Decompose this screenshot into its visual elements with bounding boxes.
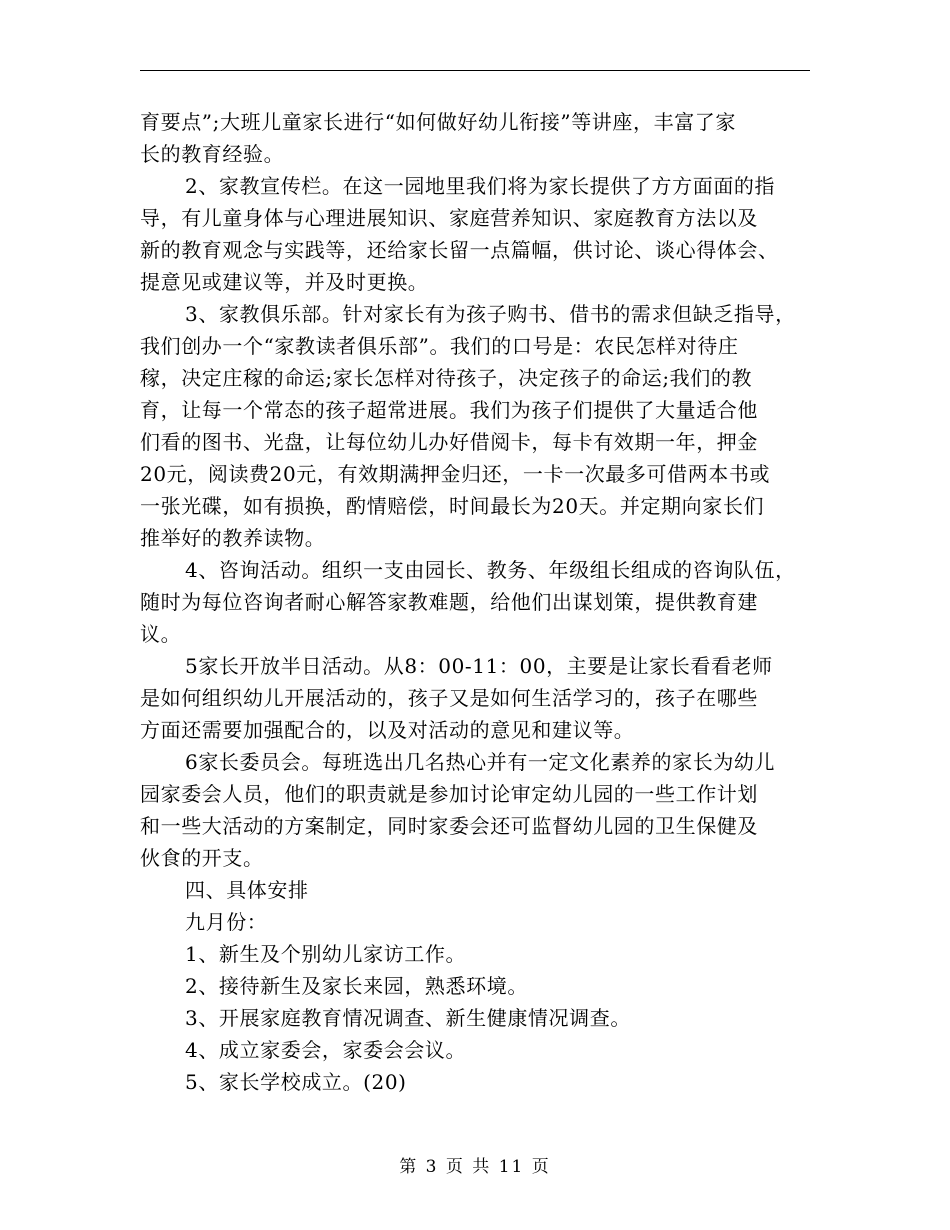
text-line: 我们创办一个“家教读者俱乐部”。我们的口号是：农民怎样对待庄 [140,334,739,358]
header-rule [140,70,810,71]
text-line: 6家长委员会。每班选出几名热心并有一定文化素养的家长为幼儿 [185,750,776,774]
text-line: 提意见或建议等，并及时更换。 [140,270,429,294]
text-line: 四、具体安排 [185,878,309,902]
text-line: 育，让每一个常态的孩子超常进展。我们为孩子们提供了大量适合他 [140,398,758,422]
text-line: 5、家长学校成立。(20) [185,1070,407,1094]
text-line: 1、新生及个别幼儿家访工作。 [185,942,467,966]
text-line: 伙食的开支。 [140,846,264,870]
document-body [140,106,810,1098]
text-line: 议。 [140,622,182,646]
text-line: 们看的图书、光盘，让每位幼儿办好借阅卡，每卡有效期一年，押金 [140,430,758,454]
text-line: 2、家教宣传栏。在这一园地里我们将为家长提供了方方面面的指 [185,174,776,198]
text-line: 是如何组织幼儿开展活动的，孩子又是如何生活学习的，孩子在哪些 [140,686,758,710]
text-line: 导，有儿童身体与心理进展知识、家庭营养知识、家庭教育方法以及 [140,206,758,230]
text-line: 新的教育观念与实践等，还给家长留一点篇幅，供讨论、谈心得体会、 [140,238,779,262]
text-line: 推举好的教养读物。 [140,526,326,550]
text-line: 稼，决定庄稼的命运;家长怎样对待孩子，决定孩子的命运;我们的教 [140,366,753,390]
text-line: 育要点”;大班儿童家长进行“如何做好幼儿衔接”等讲座，丰富了家 [140,110,737,134]
text-line: 方面还需要加强配合的，以及对活动的意见和建议等。 [140,718,635,742]
text-line: 和一些大活动的方案制定，同时家委会还可监督幼儿园的卫生保健及 [140,814,758,838]
text-line: 园家委会人员，他们的职责就是参加讨论审定幼儿园的一些工作计划 [140,782,758,806]
text-line: 20元，阅读费20元，有效期满押金归还，一卡一次最多可借两本书或 [140,462,771,486]
text-line: 4、咨询活动。组织一支由园长、教务、年级组长组成的咨询队伍， [185,558,796,582]
text-line: 4、成立家委会，家委会会议。 [185,1038,467,1062]
text-line: 九月份： [185,910,268,934]
text-line: 3、开展家庭教育情况调查、新生健康情况调查。 [185,1006,631,1030]
text-line: 随时为每位咨询者耐心解答家教难题，给他们出谋划策，提供教育建 [140,590,758,614]
text-line: 2、接待新生及家长来园，熟悉环境。 [185,974,528,998]
page-footer: 第 3 页 共 11 页 [399,1157,551,1177]
text-line: 5家长开放半日活动。从8：00-11：00，主要是让家长看看老师 [185,654,773,678]
text-line: 3、家教俱乐部。针对家长有为孩子购书、借书的需求但缺乏指导， [185,302,796,326]
text-line: 一张光碟，如有损换，酌情赔偿，时间最长为20天。并定期向家长们 [140,494,765,518]
text-line: 长的教育经验。 [140,142,285,166]
